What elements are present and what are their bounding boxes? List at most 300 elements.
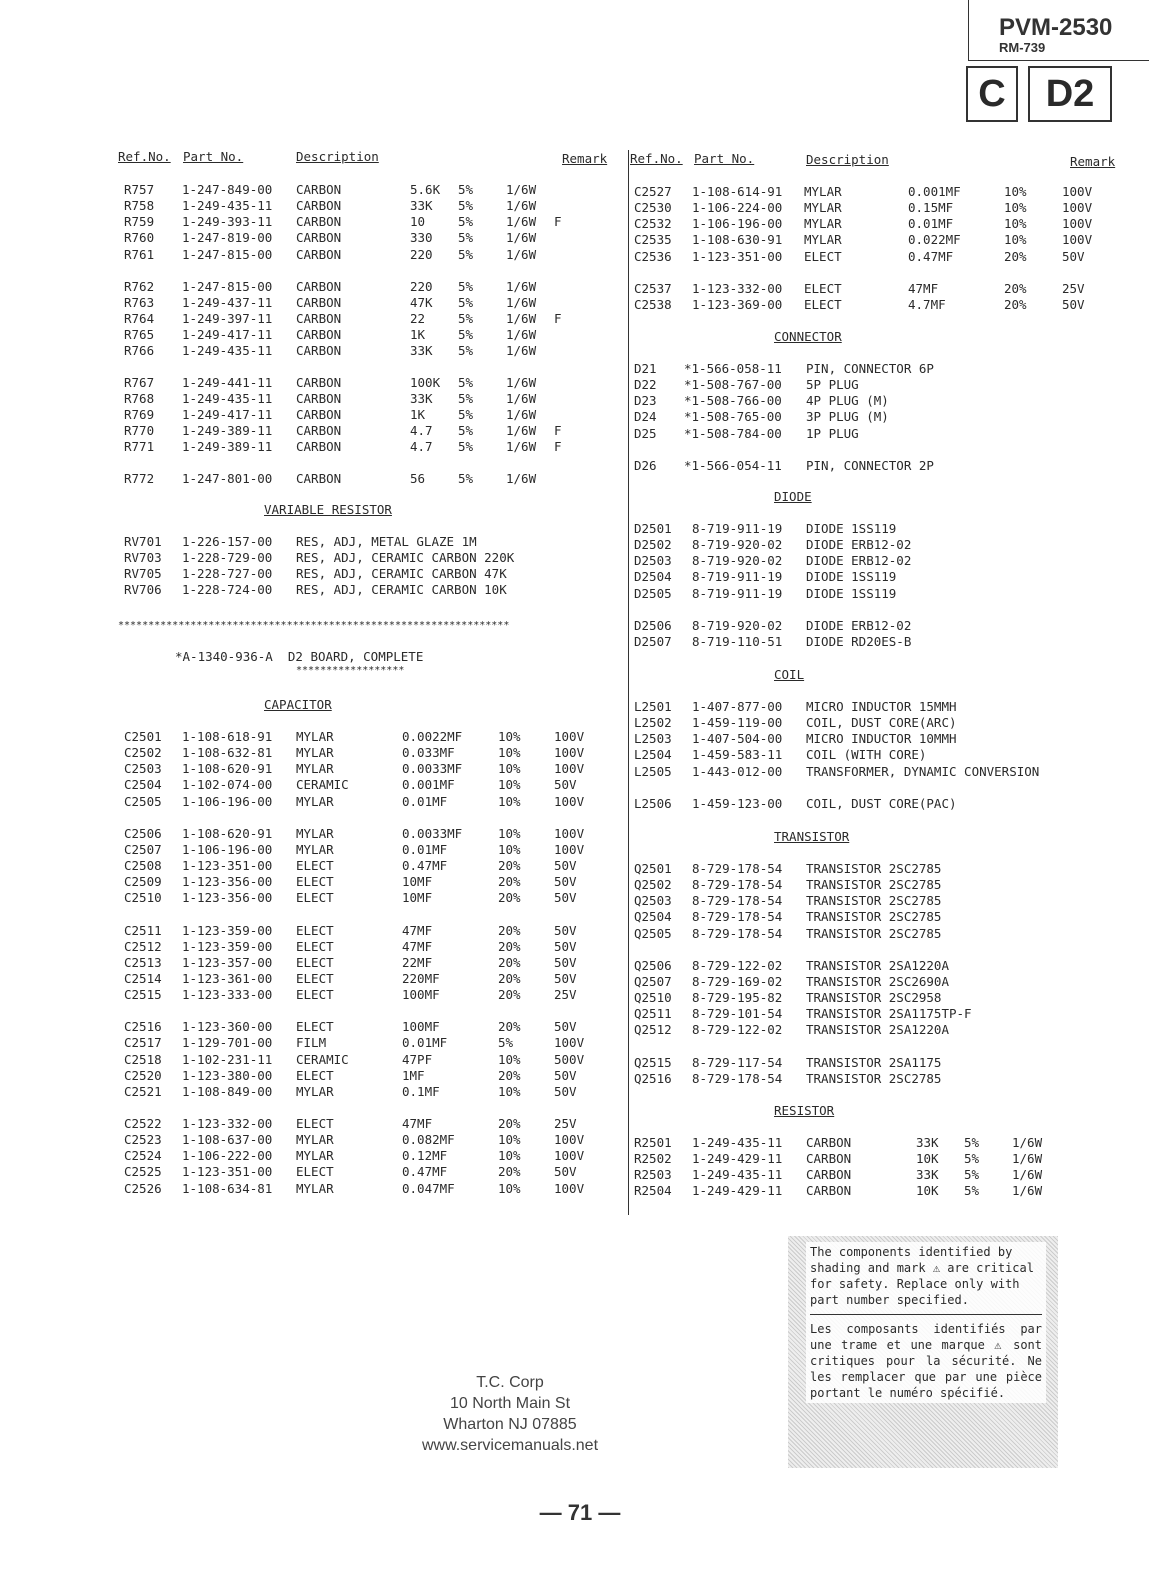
coil-row-cell: 1-459-119-00	[692, 715, 783, 731]
resistor-row-cell: 1K	[410, 327, 426, 343]
coil-row-cell: MICRO INDUCTOR 15MMH	[806, 699, 957, 714]
capacitor-row-cell: 10%	[498, 729, 521, 744]
capacitor-row-cell: 20%	[498, 874, 521, 890]
capacitor-row-cell: MYLAR	[296, 745, 334, 761]
connector-row-cell: D21	[634, 361, 657, 376]
capacitor-row-cell: 100V	[554, 841, 585, 857]
resistor-row-cell: CARBON	[296, 471, 342, 487]
capacitor-row-cell: 100V	[1062, 232, 1093, 248]
connector-row-cell: 4P PLUG (M)	[806, 393, 889, 409]
col-part-right: Part No.	[694, 151, 755, 166]
capacitor-row-cell: 0.0033MF	[402, 825, 463, 841]
resistor-row-cell: 1-247-815-00	[182, 278, 273, 294]
transistor-row-cell: TRANSISTOR 2SA1175	[806, 1054, 942, 1070]
transistor-row-cell: Q2502	[634, 877, 672, 893]
variable-resistor-row-cell: RV706	[124, 582, 162, 598]
resistor-row-cell: 5%	[458, 311, 474, 327]
capacitor-row-cell: ELECT	[296, 874, 334, 890]
capacitor-row-cell: 1-106-196-00	[692, 216, 783, 232]
capacitor-row-cell: 1-106-196-00	[182, 793, 273, 809]
resistor-row-cell: R765	[124, 327, 155, 343]
capacitor-row-cell: 0.47MF	[908, 248, 954, 264]
transistor-row-cell: 8-729-178-54	[692, 877, 783, 893]
capacitor-row-cell: CERAMIC	[296, 777, 349, 793]
transistor-row-cell: TRANSISTOR 2SC2958	[806, 990, 942, 1006]
connector-row-cell: 5P PLUG	[806, 377, 859, 393]
connector-row-cell: *1-566-054-11	[684, 457, 782, 473]
resistor-row-cell: 1/6W	[506, 246, 537, 262]
resistor-row-cell: 1/6W	[506, 230, 537, 246]
transistor-row-cell: TRANSISTOR 2SA1220A	[806, 1022, 949, 1038]
safety-notice	[788, 1236, 1058, 1468]
diode-row-cell: DIODE 1SS119	[806, 569, 897, 585]
capacitor-row-cell: 20%	[498, 987, 521, 1003]
capacitor-row-cell: C2523	[124, 1132, 162, 1148]
capacitor-row-cell: ELECT	[296, 987, 334, 1003]
transistor-row-cell: Q2516	[634, 1070, 672, 1086]
capacitor-row-cell: 0.033MF	[402, 745, 455, 761]
coil-row-cell: MICRO INDUCTOR 10MMH	[806, 731, 957, 747]
capacitor-row-cell: 500V	[554, 1051, 585, 1067]
variable-resistor-row-cell: RV705	[124, 566, 162, 582]
capacitor-row-cell: C2510	[124, 890, 162, 906]
diode-row-cell: DIODE 1SS119	[806, 585, 897, 601]
capacitor-row-cell: 10%	[498, 825, 521, 841]
capacitor-row-cell: ELECT	[296, 1164, 334, 1180]
transistor-row-cell: 8-729-169-02	[692, 973, 783, 989]
transistor-row-cell: Q2504	[634, 909, 672, 925]
resistor-row-cell: 47K	[410, 294, 433, 310]
transistor-row-cell: TRANSISTOR 2SC2785	[806, 925, 942, 941]
capacitor-row-cell: ELECT	[296, 1116, 334, 1131]
diode-row-cell: D2507	[634, 633, 672, 649]
capacitor-row-cell: 1-123-351-00	[182, 858, 273, 874]
diode-row-cell: DIODE RD20ES-B	[806, 633, 912, 649]
capacitor-row-cell: ELECT	[296, 858, 334, 874]
col-part-left: Part No.	[183, 149, 244, 164]
capacitor-row-cell: MYLAR	[296, 1083, 334, 1099]
transistor-row-cell: 8-729-178-54	[692, 925, 783, 941]
capacitor-row-cell: C2502	[124, 745, 162, 761]
transistor-row-cell: TRANSISTOR 2SC2785	[806, 861, 942, 876]
capacitor-row-cell: 50V	[554, 922, 577, 938]
capacitor-row-cell: MYLAR	[804, 232, 842, 248]
capacitor-row-cell: 1-123-369-00	[692, 296, 783, 312]
connector-row-cell: *1-508-784-00	[684, 425, 782, 441]
transistor-row-cell: Q2511	[634, 1006, 672, 1022]
capacitor-row-cell: 1-108-620-91	[182, 761, 273, 777]
resistor-row-cell: 1-249-437-11	[182, 294, 273, 310]
resistor-row-cell: 1-247-819-00	[182, 230, 273, 246]
capacitor-row-cell: 10%	[498, 1132, 521, 1148]
capacitor-row-cell: CERAMIC	[296, 1051, 349, 1067]
coil-row-cell: L2506	[634, 795, 672, 811]
diode-row-cell: DIODE ERB12-02	[806, 617, 912, 633]
capacitor-row-cell: C2512	[124, 938, 162, 954]
capacitor-row-cell: 1-108-632-81	[182, 745, 273, 761]
capacitor-row-cell: C2520	[124, 1067, 162, 1083]
diode-row-cell: 8-719-920-02	[692, 537, 783, 553]
capacitor-row-cell: 1-108-614-91	[692, 184, 783, 199]
capacitor-row-cell: 0.15MF	[908, 200, 954, 216]
capacitor-row-cell: 20%	[1004, 280, 1027, 296]
capacitor-row-cell: 20%	[498, 1116, 521, 1131]
capacitor-row-cell: 100V	[554, 761, 585, 777]
resistor-row-cell: 1-247-801-00	[182, 471, 273, 487]
capacitor-row-cell: 50V	[554, 777, 577, 793]
connector-row-cell: D24	[634, 409, 657, 425]
resistor-row-cell: 1/6W	[1012, 1151, 1043, 1167]
resistor-row-cell: F	[554, 311, 562, 327]
diode-row-cell: 8-719-911-19	[692, 521, 783, 536]
variable-resistor-row-cell: RV701	[124, 534, 162, 549]
resistor-row-cell: 100K	[410, 374, 441, 390]
resistor-row-cell: 33K	[916, 1167, 939, 1183]
coil-title: COIL	[774, 667, 805, 682]
capacitor-row-cell: MYLAR	[296, 1132, 334, 1148]
resistor-row-cell: 5%	[964, 1183, 980, 1199]
capacitor-row-cell: C2515	[124, 987, 162, 1003]
capacitor-row-cell: 20%	[1004, 248, 1027, 264]
capacitor-row-cell: 1MF	[402, 1067, 425, 1083]
resistor-row-cell: 1K	[410, 406, 426, 422]
capacitor-row-cell: 10%	[498, 745, 521, 761]
resistor-row-cell: 1/6W	[506, 439, 537, 455]
diode-row-cell: 8-719-920-02	[692, 617, 783, 633]
transistor-row-cell: Q2512	[634, 1022, 672, 1038]
capacitor-row-cell: 100V	[554, 1035, 585, 1051]
resistor-row-cell: 1-249-429-11	[692, 1151, 783, 1167]
capacitor-row-cell: 1-123-359-00	[182, 922, 273, 938]
diode-row-cell: 8-719-920-02	[692, 553, 783, 569]
resistor-row-cell: 1/6W	[1012, 1183, 1043, 1199]
model-number: PVM-2530	[999, 14, 1113, 41]
col-desc-right: Description	[806, 152, 889, 167]
capacitor-row-cell: 20%	[498, 922, 521, 938]
capacitor-row-cell: 5%	[498, 1035, 514, 1051]
capacitor-row-cell: C2530	[634, 200, 672, 216]
resistor-row-cell: 5%	[458, 406, 474, 422]
coil-row-cell: L2502	[634, 715, 672, 731]
resistor-row-cell: 220	[410, 246, 433, 262]
resistor-row-cell: 1-249-435-11	[692, 1135, 783, 1150]
resistor-row-cell: CARBON	[296, 230, 342, 246]
capacitor-row-cell: 50V	[554, 874, 577, 890]
capacitor-row-cell: 50V	[554, 1019, 577, 1035]
diode-row-cell: DIODE ERB12-02	[806, 537, 912, 553]
connector-row-cell: D22	[634, 377, 657, 393]
diode-row-cell: D2502	[634, 537, 672, 553]
capacitor-row-cell: 1-129-701-00	[182, 1035, 273, 1051]
capacitor-row-cell: 10%	[1004, 216, 1027, 232]
resistor-row-cell: 1/6W	[506, 294, 537, 310]
resistor-row-cell: CARBON	[296, 246, 342, 262]
capacitor-row-cell: 1-106-224-00	[692, 200, 783, 216]
resistor-row-cell: 1-249-397-11	[182, 311, 273, 327]
resistor-row-cell: 1-249-417-11	[182, 406, 273, 422]
capacitor-row-cell: FILM	[296, 1035, 327, 1051]
capacitor-title: CAPACITOR	[264, 697, 332, 712]
diode-row-cell: 8-719-911-19	[692, 569, 783, 585]
resistor-row-cell: 5%	[458, 439, 474, 455]
capacitor-row-cell: 1-123-356-00	[182, 890, 273, 906]
capacitor-row-cell: C2507	[124, 841, 162, 857]
resistor-row-cell: 1-249-429-11	[692, 1183, 783, 1199]
capacitor-row-cell: C2506	[124, 825, 162, 841]
capacitor-row-cell: 10MF	[402, 874, 433, 890]
capacitor-row-cell: MYLAR	[296, 825, 334, 841]
resistor-row-cell: 1-249-417-11	[182, 327, 273, 343]
connector-row-cell: D26	[634, 457, 657, 473]
transistor-title: TRANSISTOR	[774, 829, 850, 844]
capacitor-row-cell: MYLAR	[804, 216, 842, 232]
capacitor-row-cell: 47PF	[402, 1051, 433, 1067]
capacitor-row-cell: 1-102-231-11	[182, 1051, 273, 1067]
capacitor-row-cell: 10%	[1004, 184, 1027, 199]
capacitor-row-cell: 50V	[1062, 248, 1085, 264]
resistor-row-cell: 5%	[458, 422, 474, 438]
capacitor-row-cell: 100V	[1062, 200, 1093, 216]
capacitor-row-cell: 1-123-332-00	[182, 1116, 273, 1131]
connector-title: CONNECTOR	[774, 329, 842, 344]
resistor-row-cell: R2502	[634, 1151, 672, 1167]
capacitor-row-cell: 1-106-222-00	[182, 1148, 273, 1164]
resistor-row-cell: 5%	[458, 390, 474, 406]
capacitor-row-cell: 1-123-351-00	[692, 248, 783, 264]
resistor-row-cell: CARBON	[296, 406, 342, 422]
capacitor-row-cell: MYLAR	[804, 184, 842, 199]
variable-resistor-row-cell: RES, ADJ, METAL GLAZE 1M	[296, 534, 477, 549]
capacitor-row-cell: 1-123-361-00	[182, 970, 273, 986]
resistor-row-cell: 5%	[458, 246, 474, 262]
transistor-row-cell: TRANSISTOR 2SC2785	[806, 1070, 942, 1086]
variable-resistor-row-cell: 1-228-727-00	[182, 566, 273, 582]
col-remark-left: Remark	[562, 151, 608, 166]
coil-row-cell: 1-459-583-11	[692, 747, 783, 763]
capacitor-row-cell: C2524	[124, 1148, 162, 1164]
coil-row-cell: COIL, DUST CORE(ARC)	[806, 715, 957, 731]
resistor-row-cell: 1-249-435-11	[182, 390, 273, 406]
capacitor-row-cell: C2526	[124, 1180, 162, 1196]
capacitor-row-cell: 0.01MF	[402, 1035, 448, 1051]
capacitor-row-cell: 0.47MF	[402, 858, 448, 874]
resistor-row-cell: 5%	[458, 278, 474, 294]
capacitor-row-cell: 0.047MF	[402, 1180, 455, 1196]
connector-row-cell: PIN, CONNECTOR 2P	[806, 457, 934, 473]
capacitor-row-cell: 47MF	[908, 280, 939, 296]
resistor-row-cell: R761	[124, 246, 155, 262]
capacitor-row-cell: 50V	[554, 890, 577, 906]
capacitor-row-cell: C2532	[634, 216, 672, 232]
diode-row-cell: 8-719-911-19	[692, 585, 783, 601]
resistor-row-cell: R2504	[634, 1183, 672, 1199]
transistor-row-cell: 8-729-122-02	[692, 1022, 783, 1038]
variable-resistor-row-cell: 1-228-724-00	[182, 582, 273, 598]
resistor-row-cell: 4.7	[410, 422, 433, 438]
resistor-row-cell: R772	[124, 471, 155, 487]
transistor-row-cell: 8-729-122-02	[692, 957, 783, 973]
capacitor-row-cell: 1-108-637-00	[182, 1132, 273, 1148]
variable-resistor-title: VARIABLE RESISTOR	[264, 502, 392, 517]
capacitor-row-cell: ELECT	[804, 296, 842, 312]
capacitor-row-cell: C2535	[634, 232, 672, 248]
transistor-row-cell: Q2505	[634, 925, 672, 941]
resistor-row-cell: 330	[410, 230, 433, 246]
capacitor-row-cell: 100V	[1062, 184, 1093, 199]
variable-resistor-row-cell: 1-228-729-00	[182, 550, 273, 566]
capacitor-row-cell: 10%	[498, 1148, 521, 1164]
connector-row-cell: D25	[634, 425, 657, 441]
resistor-row-cell: R760	[124, 230, 155, 246]
resistor-row-cell: 1/6W	[506, 182, 537, 197]
capacitor-row-cell: 50V	[554, 970, 577, 986]
transistor-row-cell: TRANSISTOR 2SC2785	[806, 893, 942, 909]
resistor-row-cell: CARBON	[296, 182, 342, 197]
resistor-row-cell: 5%	[964, 1135, 980, 1150]
resistor-row-cell: 1/6W	[506, 422, 537, 438]
variable-resistor-row-cell: RES, ADJ, CERAMIC CARBON 220K	[296, 550, 515, 566]
safety-note-french: Les composants identifiés par une trame et une marque ⚠ sont critiques pour la sécurité. Ne les remplacer que par une pièce portant le numéro spécifié.	[810, 1322, 1042, 1400]
capacitor-row-cell: 20%	[1004, 296, 1027, 312]
resistor-row-cell: 56	[410, 471, 426, 487]
resistor-row-cell: 33K	[410, 198, 433, 214]
diode-row-cell: D2503	[634, 553, 672, 569]
coil-row-cell: L2505	[634, 763, 672, 779]
capacitor-row-cell: 50V	[554, 1164, 577, 1180]
transistor-row-cell: 8-729-178-54	[692, 893, 783, 909]
capacitor-row-cell: 10%	[498, 841, 521, 857]
resistor-row-cell: 10	[410, 214, 426, 230]
resistor-row-cell: 5%	[458, 327, 474, 343]
capacitor-row-cell: C2518	[124, 1051, 162, 1067]
resistor-row-cell: 1/6W	[506, 406, 537, 422]
transistor-row-cell: Q2515	[634, 1054, 672, 1070]
resistor-row-cell: 220	[410, 278, 433, 294]
resistor-row-cell: 33K	[410, 343, 433, 359]
connector-row-cell: PIN, CONNECTOR 6P	[806, 361, 934, 376]
section-badge: C	[966, 66, 1018, 122]
capacitor-row-cell: 50V	[1062, 296, 1085, 312]
capacitor-row-cell: C2537	[634, 280, 672, 296]
resistor-row-cell: 5%	[964, 1167, 980, 1183]
coil-row-cell: L2504	[634, 747, 672, 763]
resistor-row-cell: 5%	[458, 230, 474, 246]
capacitor-row-cell: C2522	[124, 1116, 162, 1131]
capacitor-row-cell: 25V	[1062, 280, 1085, 296]
resistor-row-cell: 1/6W	[506, 198, 537, 214]
resistor-row-cell: 5%	[458, 471, 474, 487]
diode-row-cell: D2506	[634, 617, 672, 633]
capacitor-row-cell: 100V	[554, 729, 585, 744]
connector-row-cell: 3P PLUG (M)	[806, 409, 889, 425]
capacitor-row-cell: 4.7MF	[908, 296, 946, 312]
resistor-row-cell: R767	[124, 374, 155, 390]
resistor-row-cell: 33K	[916, 1135, 939, 1150]
safety-notice-text	[806, 1242, 1046, 1403]
capacitor-row-cell: 1-108-618-91	[182, 729, 273, 744]
capacitor-row-cell: 100V	[554, 1132, 585, 1148]
capacitor-row-cell: 47MF	[402, 1116, 433, 1131]
col-ref-left: Ref.No.	[118, 149, 171, 164]
capacitor-row-cell: ELECT	[804, 248, 842, 264]
capacitor-row-cell: 0.0033MF	[402, 761, 463, 777]
resistor-row-cell: 1-249-393-11	[182, 214, 273, 230]
column-divider	[628, 150, 629, 1215]
capacitor-row-cell: 50V	[554, 1067, 577, 1083]
variable-resistor-row-cell: RV703	[124, 550, 162, 566]
diode-row-cell: 8-719-110-51	[692, 633, 783, 649]
capacitor-row-cell: 0.01MF	[402, 793, 448, 809]
capacitor-row-cell: C2503	[124, 761, 162, 777]
capacitor-row-cell: C2536	[634, 248, 672, 264]
resistor-row-cell: 1/6W	[506, 214, 537, 230]
coil-row-cell: COIL, DUST CORE(PAC)	[806, 795, 957, 811]
col-remark-right: Remark	[1070, 154, 1116, 169]
separator-stars: *****************************************************************	[118, 620, 510, 631]
capacitor-row-cell: 1-108-620-91	[182, 825, 273, 841]
coil-row-cell: TRANSFORMER, DYNAMIC CONVERSION	[806, 763, 1040, 779]
resistor-row-cell: R757	[124, 182, 155, 197]
capacitor-row-cell: 10%	[498, 777, 521, 793]
resistor-row-cell: R2503	[634, 1167, 672, 1183]
resistor-row-cell: 10K	[916, 1183, 939, 1199]
capacitor-row-cell: 100V	[1062, 216, 1093, 232]
capacitor-row-cell: 1-123-356-00	[182, 874, 273, 890]
coil-row-cell: 1-459-123-00	[692, 795, 783, 811]
transistor-row-cell: TRANSISTOR 2SC2690A	[806, 973, 949, 989]
capacitor-row-cell: C2511	[124, 922, 162, 938]
capacitor-row-cell: 10%	[498, 793, 521, 809]
page-number: — 71 —	[539, 1500, 621, 1525]
capacitor-row-cell: C2508	[124, 858, 162, 874]
footer-street: 10 North Main St	[449, 1395, 571, 1412]
capacitor-row-cell: 1-108-849-00	[182, 1083, 273, 1099]
transistor-row-cell: TRANSISTOR 2SC2785	[806, 877, 942, 893]
capacitor-row-cell: MYLAR	[296, 1148, 334, 1164]
resistor-row-cell: 1-249-389-11	[182, 422, 273, 438]
resistor-row-cell: CARBON	[296, 343, 342, 359]
capacitor-row-cell: C2525	[124, 1164, 162, 1180]
capacitor-row-cell: 20%	[498, 890, 521, 906]
transistor-row-cell: Q2501	[634, 861, 672, 876]
model-header	[968, 0, 1149, 61]
resistor-row-cell: 1-249-435-11	[182, 198, 273, 214]
transistor-row-cell: TRANSISTOR 2SC2785	[806, 909, 942, 925]
capacitor-row-cell: MYLAR	[804, 200, 842, 216]
capacitor-row-cell: MYLAR	[296, 729, 334, 744]
resistor-row-cell: R762	[124, 278, 155, 294]
resistor-row-cell: CARBON	[296, 278, 342, 294]
capacitor-row-cell: 50V	[554, 938, 577, 954]
capacitor-row-cell: C2505	[124, 793, 162, 809]
safety-note-english: The components identified by shading and mark ⚠ are critical for safety. Replace only with part number specified.	[810, 1244, 1042, 1315]
diode-title: DIODE	[774, 489, 812, 504]
capacitor-row-cell: 100V	[554, 1148, 585, 1164]
capacitor-row-cell: 20%	[498, 970, 521, 986]
capacitor-row-cell: 50V	[554, 858, 577, 874]
diode-row-cell: D2501	[634, 521, 672, 536]
resistor-row-cell: 5%	[458, 214, 474, 230]
coil-row-cell: 1-407-504-00	[692, 731, 783, 747]
capacitor-row-cell: 100V	[554, 1180, 585, 1196]
capacitor-row-cell: 50V	[554, 954, 577, 970]
capacitor-row-cell: ELECT	[296, 938, 334, 954]
resistor-row-cell: 1-249-435-11	[692, 1167, 783, 1183]
capacitor-row-cell: 47MF	[402, 922, 433, 938]
resistor-row-cell: CARBON	[296, 439, 342, 455]
resistor-row-cell: CARBON	[296, 374, 342, 390]
capacitor-row-cell: 20%	[498, 1067, 521, 1083]
